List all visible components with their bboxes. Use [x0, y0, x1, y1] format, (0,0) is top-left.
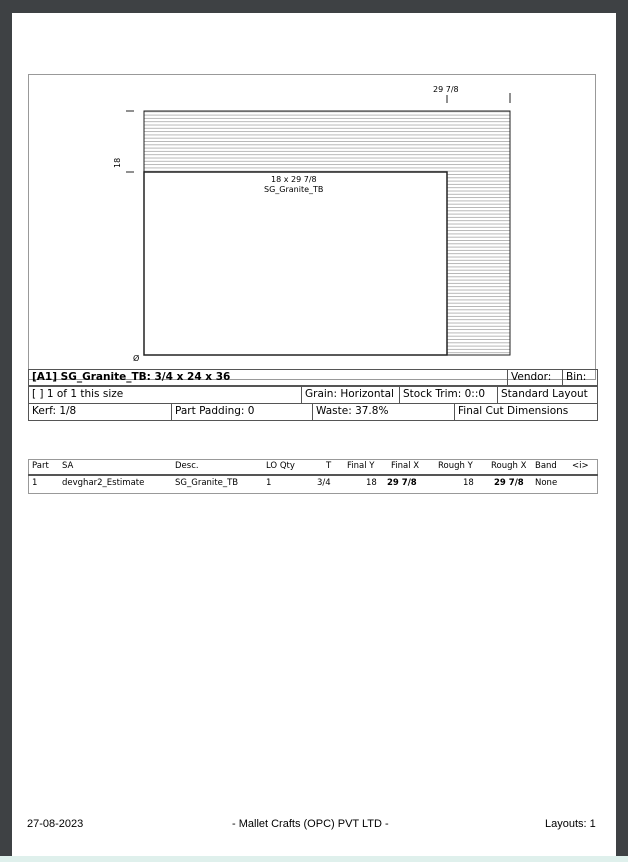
- height-dimension-label: 18: [113, 157, 122, 168]
- cell-t: 3/4: [317, 478, 331, 488]
- part-size-label: 18 x 29 7/8: [271, 175, 317, 184]
- col-final-x: Final X: [391, 461, 420, 471]
- padding-field: Part Padding: 0: [171, 403, 313, 421]
- report-page: [12, 13, 616, 856]
- cell-band: None: [535, 478, 558, 488]
- col-lo-qty: LO Qty: [266, 461, 295, 471]
- stock-trim-field: Stock Trim: 0::0: [399, 386, 498, 404]
- layout-diagram: [28, 74, 596, 380]
- cell-lo-qty: 1: [266, 478, 272, 488]
- part-name-label: SG_Granite_TB: [264, 185, 324, 194]
- grain-field: Grain: Horizontal: [301, 386, 400, 404]
- cell-rough-y: 18: [463, 478, 474, 488]
- footer-layouts: Layouts: 1: [545, 818, 596, 830]
- footer-date: 27-08-2023: [27, 818, 84, 830]
- cell-desc: SG_Granite_TB: [175, 478, 239, 488]
- col-band: Band: [535, 461, 557, 471]
- bin-field: Bin:: [562, 369, 598, 386]
- cell-part: 1: [32, 478, 38, 488]
- col-t: T: [326, 461, 332, 471]
- col-rough-x: Rough X: [491, 461, 527, 471]
- vendor-field: Vendor:: [507, 369, 563, 386]
- origin-label: Ø: [133, 354, 140, 363]
- footer-company: - Mallet Crafts (OPC) PVT LTD -: [232, 818, 389, 830]
- dimensions-mode-field: Final Cut Dimensions: [454, 403, 598, 421]
- info-row-kerf: [28, 403, 598, 421]
- layout-type-field: Standard Layout: [497, 386, 598, 404]
- col-desc: Desc.: [175, 461, 199, 471]
- waste-field: Waste: 37.8%: [312, 403, 455, 421]
- col-sa: SA: [62, 461, 74, 471]
- cell-sa: devghar2_Estimate: [62, 478, 145, 488]
- kerf-field: Kerf: 1/8: [28, 403, 172, 421]
- cell-rough-x: 29 7/8: [494, 478, 524, 488]
- cell-final-y: 18: [366, 478, 377, 488]
- col-final-y: Final Y: [347, 461, 375, 471]
- info-row-details: [28, 386, 598, 404]
- size-count-field: [ ] 1 of 1 this size: [28, 386, 302, 404]
- col-part: Part: [32, 461, 49, 471]
- part-rect: [144, 172, 447, 355]
- cell-final-x: 29 7/8: [387, 478, 417, 488]
- width-dimension-label: 29 7/8: [433, 85, 459, 94]
- sheet-title: [A1] SG_Granite_TB: 3/4 x 24 x 36: [28, 369, 508, 386]
- col-info: <i>: [572, 461, 589, 471]
- info-row-title: [28, 369, 598, 386]
- viewer-bottom-strip: [0, 856, 628, 862]
- col-rough-y: Rough Y: [438, 461, 473, 471]
- diagram-canvas: [29, 75, 597, 381]
